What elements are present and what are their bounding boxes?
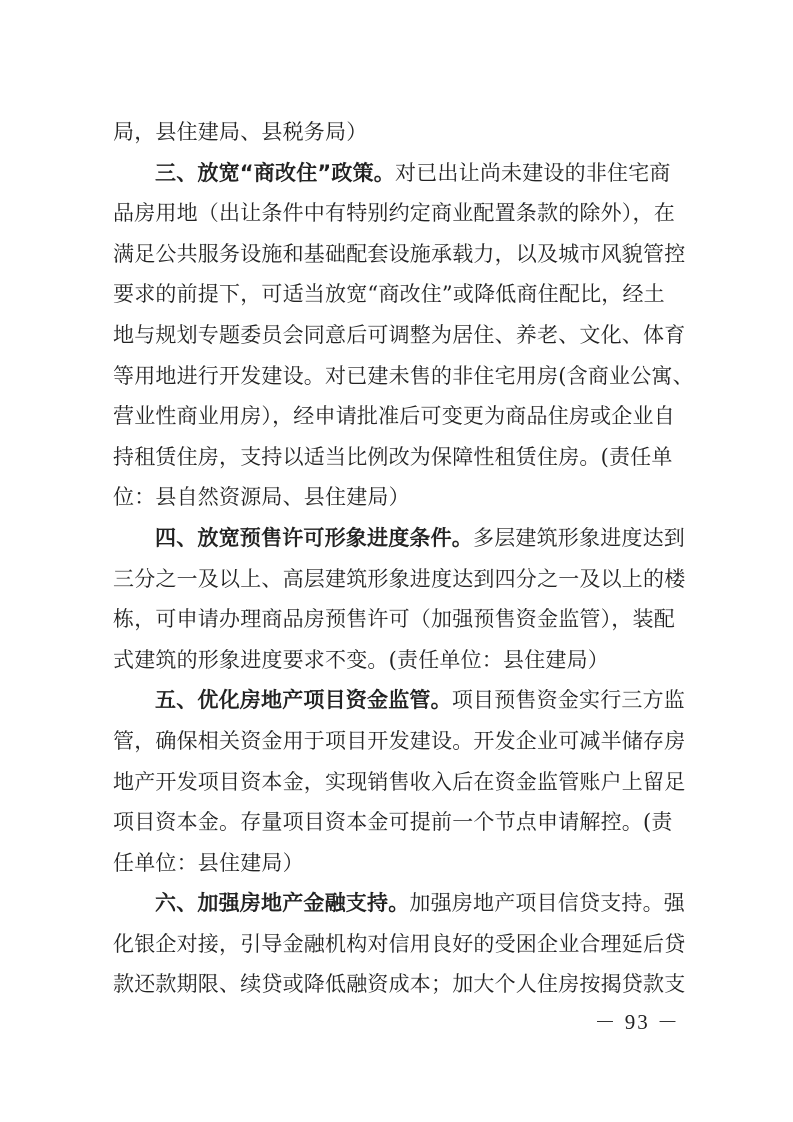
line-text: 品房用地（出让条件中有特别约定商业配置条款的除外），在: [113, 201, 675, 226]
text-line: [113, 396, 683, 437]
line-text: 持租赁住房，支持以适当比例改为保障性租赁住房。(责任单: [113, 444, 673, 469]
line-text: 营业性商业用房），经申请批准后可变更为商品住房或企业自: [113, 404, 675, 429]
line-text: 加强房地产项目信贷支持。强: [409, 891, 686, 916]
section-heading: 四、放宽预售许可形象进度条件。: [155, 525, 473, 550]
line-text: 式建筑的形象进度要求不变。(责任单位：县住建局）: [113, 647, 609, 672]
text-line: [113, 356, 694, 397]
section-heading-line: [113, 518, 683, 559]
section-heading-line: [113, 883, 686, 924]
line-text: 要求的前提下，可适当放宽“商改住”或降低商住配比，经土: [113, 282, 665, 307]
section-heading: 六、加强房地产金融支持。: [155, 891, 410, 916]
text-line: [113, 193, 683, 234]
text-line: [113, 964, 686, 1005]
page-number: － 93 －: [594, 1010, 680, 1034]
line-text: 满足公共服务设施和基础配套设施承载力，以及城市风貌管控: [113, 241, 686, 266]
line-text: 项目预售资金实行三方监: [451, 688, 686, 713]
text-line: [113, 599, 683, 640]
section-heading: 三、放宽“商改住”政策。: [155, 160, 396, 185]
text-line: [113, 762, 686, 803]
line-text: 地与规划专题委员会同意后可调整为居住、养老、文化、体育: [113, 322, 686, 347]
text-line: [113, 924, 686, 965]
line-text: 等用地进行开发建设。对已建未售的非住宅用房(含商业公寓、: [113, 363, 694, 388]
text-line: [113, 721, 686, 762]
line-text: 地产开发项目资本金，实现销售收入后在资金监管账户上留足: [113, 769, 686, 794]
line-text: 管，确保相关资金用于项目开发建设。开发企业可减半储存房: [113, 728, 686, 753]
text-line: [113, 559, 686, 600]
line-text: 多层建筑形象进度达到: [473, 525, 685, 550]
text-line: [113, 477, 683, 518]
text-line: [113, 112, 683, 153]
text-line: [113, 437, 683, 478]
text-line: [113, 640, 683, 681]
line-text: 任单位：县住建局）: [113, 850, 304, 875]
text-line: [113, 274, 683, 315]
line-text: 位：县自然资源局、县住建局）: [113, 485, 410, 510]
line-text: 栋，可申请办理商品房预售许可（加强预售资金监管），装配: [113, 607, 675, 632]
line-text: 项目资本金。存量项目资本金可提前一个节点申请解控。(责: [113, 810, 673, 835]
document-body: [113, 112, 694, 1005]
text-line: [113, 234, 686, 275]
section-heading: 五、优化房地产项目资金监管。: [155, 688, 452, 713]
line-text: 化银企对接，引导金融机构对信用良好的受困企业合理延后贷: [113, 931, 686, 956]
text-line: [113, 802, 683, 843]
line-text: 局，县住建局、县税务局）: [113, 120, 368, 144]
line-text: 三分之一及以上、高层建筑形象进度达到四分之一及以上的楼: [113, 566, 686, 591]
section-heading-line: [113, 680, 686, 721]
section-heading-line: [113, 153, 683, 194]
text-line: [113, 843, 683, 884]
line-text: 对已出让尚未建设的非住宅商: [395, 160, 671, 185]
line-text: 款还款期限、续贷或降低融资成本；加大个人住房按揭贷款支: [113, 972, 686, 997]
text-line: [113, 315, 686, 356]
